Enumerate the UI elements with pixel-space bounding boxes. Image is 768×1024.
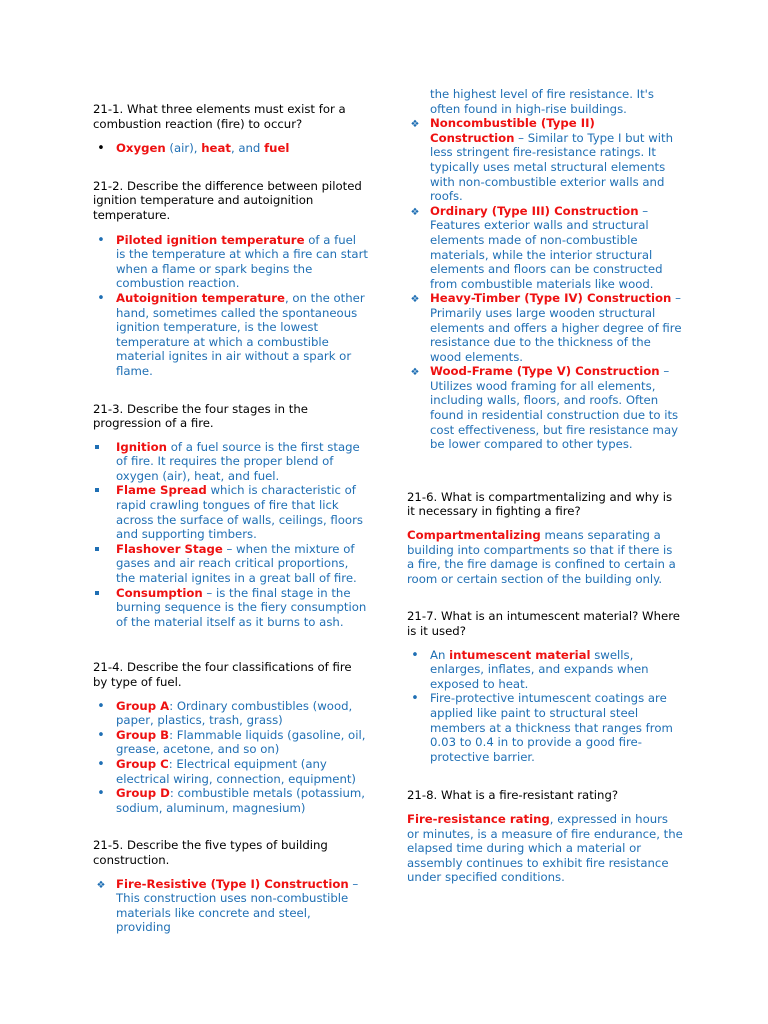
- question-21-5: 21-5. Describe the five types of building construction.: [93, 838, 328, 867]
- term-fuel: fuel: [264, 141, 290, 156]
- list-item: Ignition of a fuel source is the first stage of fire. It requires the proper blend of oxygen (air), heat, and fuel.: [116, 439, 360, 483]
- question-21-4: 21-4. Describe the four classifications of fire by type of fuel.: [93, 660, 352, 689]
- list-item: ❖ Fire-Resistive (Type I) Construction – This construction uses non-combustible materials like concrete and steel, providing: [93, 877, 369, 935]
- diamond-bullet-icon: [407, 204, 423, 221]
- right-column: [407, 0, 683, 885]
- list-item: • Group C: Electrical equipment (any electrical wiring, connection, equipment): [93, 757, 369, 786]
- answer-21-1: [93, 141, 369, 156]
- answer-21-5-part2: [407, 87, 683, 452]
- answer-21-8: Fire-resistance rating, expressed in hours or minutes, is a measure of fire endurance, the elapsed time during which a material or assembly continues to exhibit fire resistance under specified conditions.: [407, 811, 683, 885]
- term-oxygen: Oxygen: [116, 141, 166, 156]
- term-heat: heat: [201, 141, 231, 156]
- left-column: [93, 0, 369, 935]
- question-21-7: 21-7. What is an intumescent material? Where is it used?: [407, 609, 680, 638]
- bullet-icon: [407, 691, 423, 707]
- list-item: • An intumescent material swells, enlarges, inflates, and expands when exposed to heat.: [407, 648, 683, 692]
- list-item-continued: the highest level of fire resistance. It's often found in high-rise buildings.: [430, 87, 654, 116]
- bullet-icon: [93, 141, 109, 157]
- question-21-3: 21-3. Describe the four stages in the progression of a fire.: [93, 401, 308, 431]
- question-21-2: 21-2. Describe the difference between piloted ignition temperature and autoignition temperature.: [93, 178, 362, 222]
- question-21-6: 21-6. What is compartmentalizing and why is it necessary in fighting a fire?: [407, 489, 673, 519]
- list-item: • Autoignition temperature, on the other hand, sometimes called the spontaneous ignition temperature, is the lowest temperature at which a combustible material ignites in air without a spark or flame.: [93, 291, 369, 379]
- bullet-icon: [93, 233, 109, 249]
- list-item: • Oxygen (air), heat, and fuel: [93, 141, 369, 156]
- list-item: • Fire-protective intumescent coatings are applied like paint to structural steel members at a thickness that ranges from 0.03 to 0.4 in to provide a good fire-protective barrier.: [407, 691, 683, 764]
- answer-21-3: [93, 440, 369, 630]
- bullet-icon: [93, 728, 109, 744]
- diamond-bullet-icon: [407, 364, 423, 381]
- list-item: ❖ Heavy-Timber (Type IV) Construction – Primarily uses large wooden structural elements and offers a higher degree of fire resistance due to the thickness of the wood elements.: [407, 291, 683, 364]
- list-item: Consumption – is the final stage in the burning sequence is the fiery consumption of the material itself as it burns to ash.: [116, 585, 367, 629]
- diamond-bullet-icon: [407, 116, 423, 133]
- list-item: ❖ Wood-Frame (Type V) Construction – Utilizes wood framing for all elements, including walls, floors, and roofs. Often found in residential construction due to its cost effectiveness, but fire resistance may be lower compared to other types.: [407, 364, 683, 452]
- bullet-icon: [93, 786, 109, 802]
- list-item: • Group A: Ordinary combustibles (wood, paper, plastics, trash, grass): [93, 699, 369, 728]
- list-item: ❖ Ordinary (Type III) Construction – Features exterior walls and structural elements made of non-combustible materials, while the interior structural elements and floors can be constructed from combustible materials like wood.: [407, 204, 683, 292]
- bullet-icon: [93, 291, 109, 307]
- diamond-bullet-icon: [93, 877, 109, 894]
- list-item: Flashover Stage – when the mixture of gases and air reach critical proportions, the material ignites in a great ball of fire.: [116, 541, 357, 586]
- answer-21-2: [93, 233, 369, 379]
- bullet-icon: [407, 648, 423, 664]
- diamond-bullet-icon: [407, 291, 423, 308]
- list-item: ❖ Noncombustible (Type II) Construction – Similar to Type I but with less stringent fire-resistance ratings. It typically uses metal structural elements with non-combustible exterior walls and roofs.: [407, 116, 683, 204]
- list-item: • Group D: combustible metals (potassium, sodium, aluminum, magnesium): [93, 786, 369, 815]
- answer-21-4: [93, 699, 369, 816]
- question-21-8: 21-8. What is a fire-resistant rating?: [407, 788, 619, 803]
- bullet-icon: [93, 699, 109, 715]
- answer-21-6: Compartmentalizing means separating a building into compartments so that if there is a fire, the fire damage is confined to certain a room or certain section of the building only.: [407, 528, 676, 586]
- list-item: Flame Spread which is characteristic of rapid crawling tongues of fire that lick across the surface of walls, ceilings, floors and supporting timbers.: [116, 483, 363, 542]
- answer-21-7: [407, 648, 683, 765]
- list-item: • Piloted ignition temperature of a fuel is the temperature at which a fire can start when a flame or spark begins the combustion reaction.: [93, 233, 369, 291]
- bullet-icon: [93, 757, 109, 773]
- answer-21-5-part1: [93, 877, 369, 935]
- list-item: • Group B: Flammable liquids (gasoline, oil, grease, acetone, and so on): [93, 728, 369, 757]
- question-21-1: 21-1. What three elements must exist for a combustion reaction (fire) to occur?: [93, 102, 346, 131]
